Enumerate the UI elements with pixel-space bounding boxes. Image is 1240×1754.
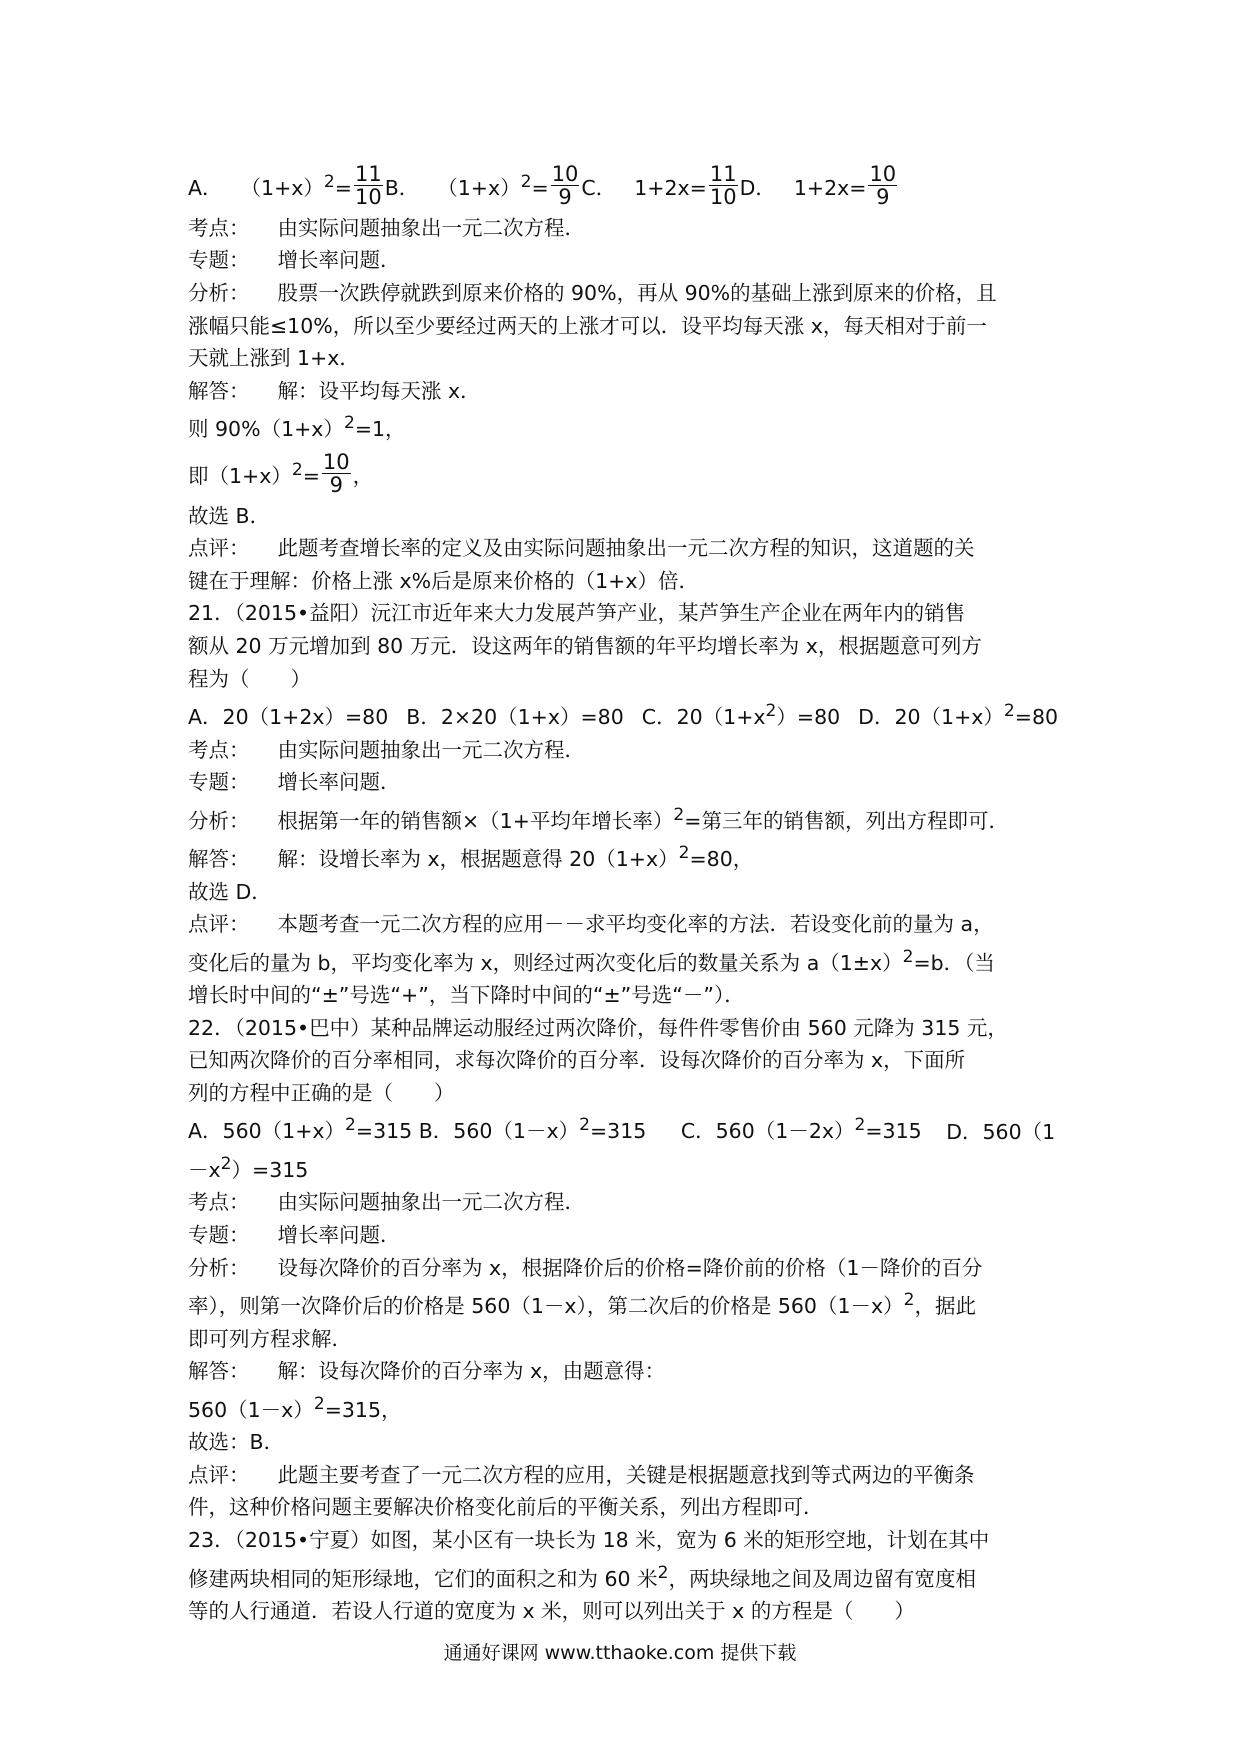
q20-option-d-label: D． — [739, 175, 776, 200]
q20-zhuanti — [188, 244, 1058, 277]
q22-fenxi-line2 — [188, 1284, 1058, 1322]
q20-options — [188, 158, 1058, 212]
section-text: 增长率问题． — [277, 770, 401, 795]
q21-stem-line1: 21．（2015•益阳）沅江市近年来大力发展芦笋产业，某芦笋生产企业在两年内的销售 — [188, 601, 966, 626]
option-text: =315 — [355, 1119, 413, 1144]
q22-dianping — [188, 1459, 1058, 1492]
q21-option-b: B．2×20（1+x）=80 — [406, 705, 624, 730]
section-label: 解答： — [188, 847, 250, 872]
q20-option-d-fraction — [868, 163, 897, 208]
section-label: 点评： — [188, 1462, 250, 1487]
q22-dianping-line2: 件，这种价格问题主要解决价格变化前后的平衡关系，列出方程即可． — [188, 1495, 824, 1520]
exponent: 2 — [765, 701, 777, 722]
section-label: 考点： — [188, 1190, 250, 1215]
q21-options — [188, 695, 1058, 733]
equation-text: =315， — [324, 1397, 402, 1422]
q20-option-b-label: B． — [384, 175, 420, 200]
q21-stem-line3: 程为（ ） — [188, 666, 311, 691]
section-text: 解：设每次降价的百分率为 x，由题意得： — [277, 1359, 666, 1384]
exponent: 2 — [657, 1562, 669, 1583]
q21-stem-line2: 额从 20 万元增加到 80 万元．设这两年的销售额的年平均增长率为 x，根据题意可列方 — [188, 634, 982, 659]
q20-fenxi-line3: 天就上涨到 1+x． — [188, 346, 360, 371]
page-footer: 通通好课网 www.tthaoke.com 提供下载 — [443, 1642, 797, 1664]
option-text: B．560（1－x） — [418, 1119, 580, 1144]
stem-text: 修建两块相同的矩形绿地，它们的面积之和为 60 米 — [188, 1566, 658, 1591]
section-text: ，据此 — [914, 1294, 977, 1319]
q21-dianping — [188, 908, 1058, 941]
q20-option-a-label: A． — [188, 175, 223, 200]
exponent: 2 — [220, 1154, 232, 1175]
fraction-numerator: 10 — [551, 162, 579, 187]
equation-text: 则 90%（1+x） — [188, 417, 344, 442]
q23-stem-line1: 23．（2015•宁夏）如图，某小区有一块长为 18 米，宽为 6 米的矩形空地，计划在其中 — [188, 1528, 990, 1553]
section-label: 点评： — [188, 536, 250, 561]
q22-guxuan: 故选：B． — [188, 1430, 285, 1455]
q20-option-a-sup: 2 — [323, 172, 335, 192]
section-label: 分析： — [188, 281, 250, 306]
q21-option-a: A．20（1+2x）=80 — [188, 705, 389, 730]
section-text: 解：设平均每天涨 x． — [277, 378, 481, 403]
section-text: 增长率问题． — [277, 248, 401, 273]
stem-text: ，两块绿地之间及周边留有宽度相 — [668, 1566, 976, 1591]
q21-guxuan: 故选 D． — [188, 879, 272, 904]
fraction-denominator: 9 — [329, 473, 343, 498]
q20-option-a-fraction — [354, 163, 383, 208]
exponent: 2 — [678, 843, 690, 864]
section-text: 率），则第一次降价后的价格是 560（1－x），第二次后的价格是 560（1－x） — [188, 1294, 904, 1319]
section-text: 由实际问题抽象出一元二次方程． — [277, 1190, 585, 1215]
section-label: 点评： — [188, 912, 250, 937]
q20-jieda — [188, 375, 1058, 408]
equation-text: =1， — [354, 417, 406, 442]
section-label: 专题： — [188, 1223, 250, 1248]
q20-option-d-expr: 1+2x= — [793, 175, 867, 200]
section-label: 考点： — [188, 215, 250, 240]
option-text: ）=80 — [776, 705, 841, 730]
fraction — [322, 451, 351, 496]
section-text: 解：设增长率为 x，根据题意得 20（1+x） — [277, 847, 679, 872]
q20-jieda-line2 — [188, 407, 1058, 445]
q22-option-d: D．560（1 — [946, 1119, 1056, 1144]
fraction-denominator: 10 — [354, 185, 382, 210]
q20-option-c-label: C． — [581, 175, 617, 200]
q21-zhuanti — [188, 766, 1058, 799]
exponent: 2 — [903, 1290, 915, 1311]
q22-stem-line2: 已知两次降价的百分率相同，求每次降价的百分率．设每次降价的百分率为 x，下面所 — [188, 1048, 966, 1073]
exponent: 2 — [902, 946, 914, 967]
fraction-numerator: 11 — [354, 162, 382, 187]
option-text: A．560（1+x） — [188, 1119, 346, 1144]
q20-dianping-line2: 键在于理解：价格上涨 x%后是原来价格的（1+x）倍． — [188, 568, 699, 593]
exponent: 2 — [1003, 701, 1015, 722]
section-label: 专题： — [188, 770, 250, 795]
q21-option-d — [858, 701, 1059, 730]
q21-option-c — [641, 701, 841, 730]
q20-option-c-fraction — [709, 163, 738, 208]
section-text: 增长率问题． — [277, 1223, 401, 1248]
section-text: 股票一次跌停就跌到原来价格的 90%，再从 90%的基础上涨到原来的价格，且 — [277, 281, 997, 306]
q21-fenxi — [188, 799, 1058, 837]
section-label: 分析： — [188, 808, 250, 833]
q22-fenxi — [188, 1252, 1058, 1285]
exponent: 2 — [291, 459, 303, 480]
q20-fenxi — [188, 277, 1058, 310]
exponent: 2 — [579, 1115, 590, 1136]
q22-option-b — [418, 1115, 647, 1144]
q20-fenxi-line2: 涨幅只能≤10%，所以至少要经过两天的上涨才可以．设平均每天涨 x，每天相对于前一 — [188, 313, 987, 338]
option-text: ）=315 — [231, 1157, 309, 1182]
q20-option-b-fraction — [551, 163, 580, 208]
q22-kaodian — [188, 1186, 1058, 1219]
equation-text: = — [302, 463, 320, 488]
section-text: 变化后的量为 b，平均变化率为 x，则经过两次变化后的数量关系为 a（1±x） — [188, 950, 903, 975]
option-text: C．20（1+x — [641, 705, 766, 730]
equation-text: 560（1－x） — [188, 1397, 314, 1422]
fraction-denominator: 10 — [709, 185, 737, 210]
q20-option-b-sup: 2 — [520, 172, 532, 192]
q23-stem-line2 — [188, 1557, 1058, 1595]
section-label: 专题： — [188, 248, 250, 273]
section-label: 解答： — [188, 1359, 250, 1384]
q22-fenxi-line3: 即可列方程求解． — [188, 1326, 352, 1351]
section-text: 根据第一年的销售额×（1+平均年增长率） — [277, 808, 674, 833]
fraction-denominator: 9 — [558, 185, 572, 210]
q21-dianping-line2 — [188, 941, 1058, 979]
q20-guxuan: 故选 B． — [188, 503, 271, 528]
option-text: D．20（1+x） — [858, 705, 1004, 730]
exponent: 2 — [673, 804, 685, 825]
section-label: 解答： — [188, 378, 250, 403]
section-label: 分析： — [188, 1255, 250, 1280]
section-text: 此题主要考查了一元二次方程的应用，关键是根据题意找到等式两边的平衡条 — [277, 1462, 975, 1487]
exponent: 2 — [854, 1115, 866, 1136]
section-text: =b．（当 — [913, 950, 995, 975]
fraction-numerator: 11 — [709, 162, 737, 187]
q20-option-b-eq: = — [531, 175, 549, 200]
option-text: =315 — [589, 1119, 647, 1144]
equation-text: ， — [352, 463, 374, 488]
q22-option-c — [680, 1115, 922, 1144]
q20-option-a-eq: = — [334, 175, 352, 200]
exponent: 2 — [343, 413, 355, 434]
option-text: C．560（1－2x） — [680, 1119, 855, 1144]
section-text: =第三年的销售额，列出方程即可． — [684, 808, 1009, 833]
q21-kaodian — [188, 734, 1058, 767]
q22-jieda-line2 — [188, 1388, 1058, 1426]
q21-dianping-line3: 增长时中间的“±”号选“+”，当下降时中间的“±”号选“－”）． — [188, 983, 745, 1008]
section-text: 设每次降价的百分率为 x，根据降价后的价格=降价前的价格（1－降价的百分 — [277, 1255, 983, 1280]
q20-option-c-expr: 1+2x= — [634, 175, 707, 200]
fraction-numerator: 10 — [322, 450, 350, 475]
q20-option-b-expr: （1+x） — [437, 175, 521, 200]
q22-option-d-line2 — [188, 1148, 1058, 1186]
section-text: 由实际问题抽象出一元二次方程． — [277, 215, 585, 240]
section-text: 此题考查增长率的定义及由实际问题抽象出一元二次方程的知识，这道题的关 — [277, 536, 975, 561]
q20-kaodian — [188, 212, 1058, 245]
fraction-numerator: 10 — [869, 162, 897, 187]
q22-zhuanti — [188, 1219, 1058, 1252]
option-text: =315 — [865, 1119, 922, 1144]
exponent: 2 — [313, 1393, 325, 1414]
q20-jieda-line3 — [188, 446, 1058, 500]
section-text: =80， — [689, 847, 754, 872]
q20-option-a-expr: （1+x） — [240, 175, 324, 200]
q22-jieda — [188, 1355, 1058, 1388]
q22-stem-line1: 22．（2015•巴中）某种品牌运动服经过两次降价，每件件零售价由 560 元降为 315 元， — [188, 1015, 1008, 1040]
section-text: 本题考查一元二次方程的应用－－求平均变化率的方法．若设变化前的量为 a， — [277, 912, 994, 937]
q22-options — [188, 1110, 1058, 1148]
fraction-denominator: 9 — [876, 185, 890, 210]
q20-dianping — [188, 532, 1058, 565]
q21-jieda — [188, 837, 1058, 875]
option-text: =80 — [1014, 705, 1059, 730]
option-text: －x — [188, 1157, 221, 1182]
document-body — [188, 158, 1058, 1628]
exponent: 2 — [345, 1115, 356, 1136]
q22-option-a — [188, 1115, 413, 1144]
q23-stem-line3: 等的人行通道．若设人行道的宽度为 x 米，则可以列出关于 x 的方程是（ ） — [188, 1599, 915, 1624]
equation-text: 即（1+x） — [188, 463, 292, 488]
section-text: 由实际问题抽象出一元二次方程． — [277, 737, 585, 762]
section-label: 考点： — [188, 737, 250, 762]
q22-stem-line3: 列的方程中正确的是（ ） — [188, 1081, 455, 1106]
